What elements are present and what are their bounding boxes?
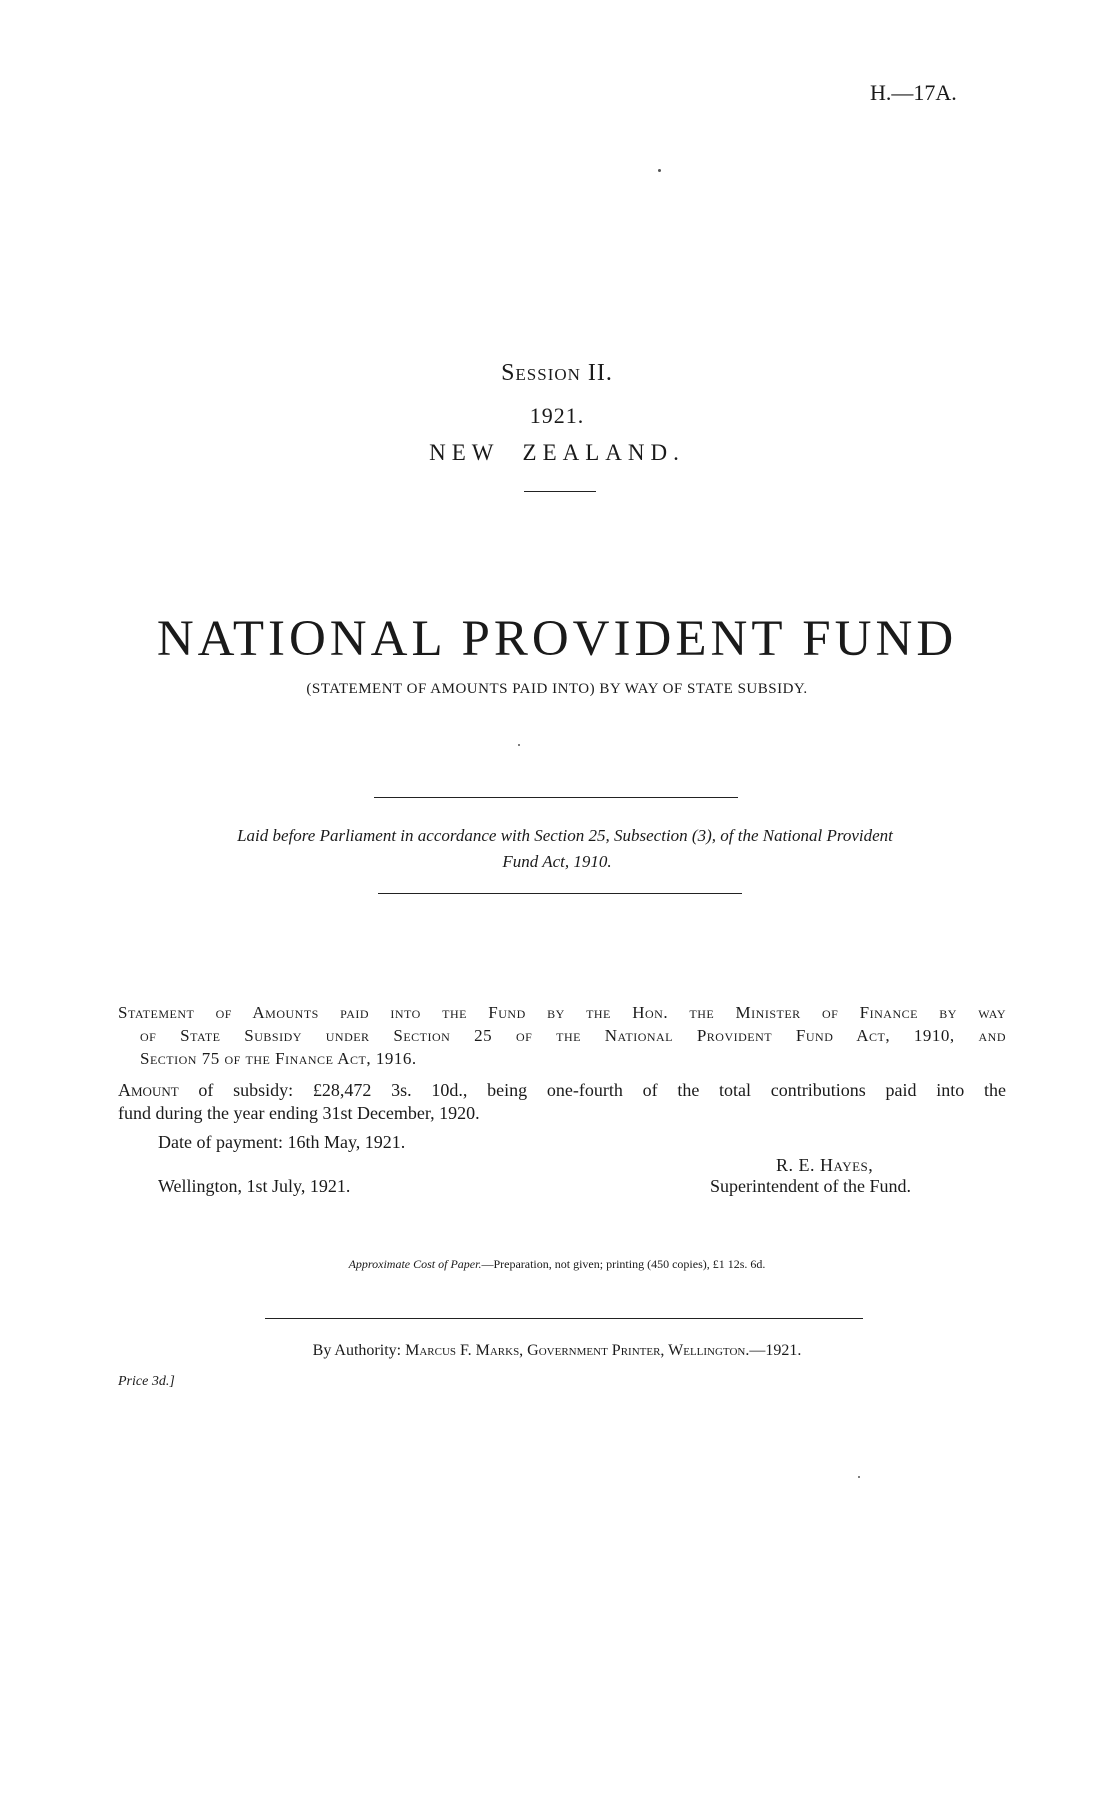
scan-speck [658,169,661,172]
cost-text: —Preparation, not given; printing (450 copies), £1 12s. 6d. [481,1257,766,1271]
document-reference: H.—17A. [870,80,957,105]
year-label: 1921. [529,403,585,428]
laid-before-line-1: Laid before Parliament in accordance with Section 25, Subsection (3), of the National Provident [237,826,893,845]
authority-text: Marcus F. Marks, Government Printer, Wellington.—1921. [405,1342,802,1359]
authority-label: By Authority: [312,1342,402,1359]
scan-speck [518,744,520,746]
price-label: Price 3d.] [118,1374,175,1389]
statement-line-2: of State Subsidy under Section 25 of the National Provident Fund Act, 1910, and [140,1026,1006,1045]
amount-line-2: fund during the year ending 31st December, 1920. [118,1103,480,1123]
amount-text: of subsidy: £28,472 3s. 10d., being one-fourth of the total contributions paid into the [198,1080,1006,1100]
document-title: NATIONAL PROVIDENT FUND [156,611,958,667]
divider [524,491,596,492]
cost-label: Approximate Cost of Paper. [348,1257,482,1271]
divider [378,893,742,894]
signatory-name: R. E. Hayes, [776,1155,874,1175]
statement-line-1: Statement of Amounts paid into the Fund by the Hon. the Minister of Finance by way [118,1003,1006,1022]
date-of-payment: Date of payment: 16th May, 1921. [158,1132,406,1152]
session-label: Session II. [501,360,613,386]
scan-speck [858,1476,860,1478]
laid-before-line-2: Fund Act, 1910. [502,852,612,871]
document-subtitle: (STATEMENT OF AMOUNTS PAID INTO) BY WAY OF STATE SUBSIDY. [306,681,808,697]
signatory-title: Superintendent of the Fund. [710,1176,911,1196]
country-label: NEW ZEALAND. [429,440,685,465]
place-and-date: Wellington, 1st July, 1921. [158,1176,351,1196]
divider [374,797,738,798]
amount-label: Amount [118,1080,179,1100]
statement-line-3: Section 75 of the Finance Act, 1916. [140,1049,417,1068]
divider [265,1318,863,1319]
cost-of-paper [0,1257,1114,1272]
amount-line-1 [118,1080,1006,1101]
printer-imprint [0,1342,1114,1360]
